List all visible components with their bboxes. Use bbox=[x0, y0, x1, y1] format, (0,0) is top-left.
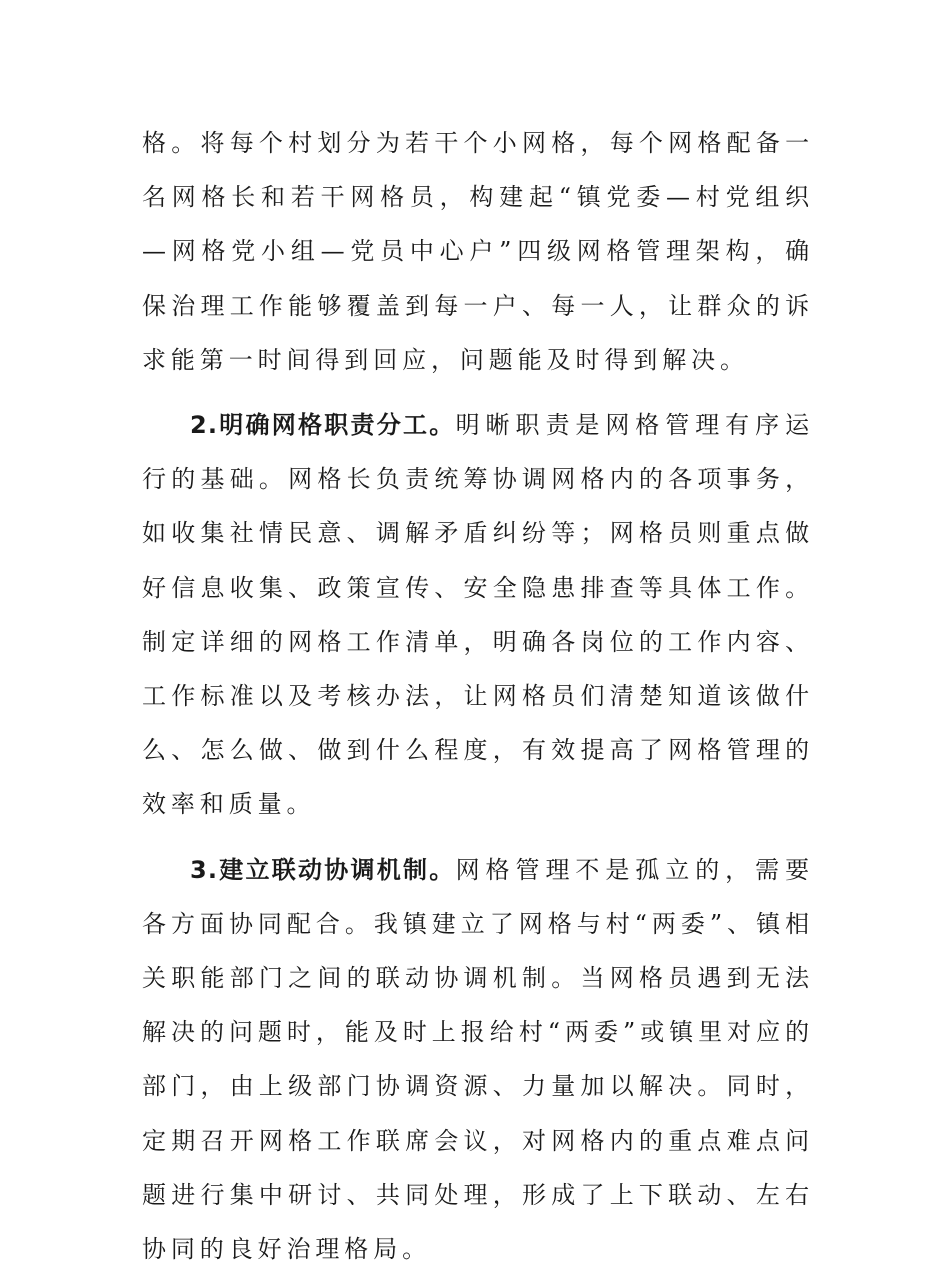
paragraph-grid-responsibilities bbox=[142, 398, 814, 832]
section-heading: 3.建立联动协调机制。 bbox=[190, 855, 456, 884]
section-heading: 2.明确网格职责分工。 bbox=[190, 411, 456, 440]
paragraph-coordination-mechanism bbox=[142, 843, 814, 1276]
paragraph-text: 网格管理不是孤立的，需要各方面协同配合。我镇建立了网格与村“两委”、镇相关职能部门之间的联动协调机制。当网格员遇到无法解决的问题时，能及时上报给村“两委”或镇里对应的部门，由上级部门协调资源、力量加以解决。同时，定期召开网格工作联席会议，对网格内的重点难点问题进行集中研讨、共同处理，形成了上下联动、左右协同的良好治理格局。 bbox=[142, 855, 814, 1264]
paragraph-text: 明晰职责是网格管理有序运行的基础。网格长负责统筹协调网格内的各项事务，如收集社情民意、调解矛盾纠纷等；网格员则重点做好信息收集、政策宣传、安全隐患排查等具体工作。制定详细的网格工作清单，明确各岗位的工作内容、工作标准以及考核办法，让网格员们清楚知道该做什么、怎么做、做到什么程度，有效提高了网格管理的效率和质量。 bbox=[142, 411, 814, 819]
paragraph-continuation bbox=[142, 116, 814, 387]
document-body bbox=[142, 116, 814, 1276]
paragraph-text: 格。将每个村划分为若干个小网格，每个网格配备一名网格长和若干网格员，构建起“镇党委—村党组织—网格党小组—党员中心户”四级网格管理架构，确保治理工作能够覆盖到每一户、每一人，让群众的诉求能第一时间得到回应，问题能及时得到解决。 bbox=[142, 129, 814, 374]
